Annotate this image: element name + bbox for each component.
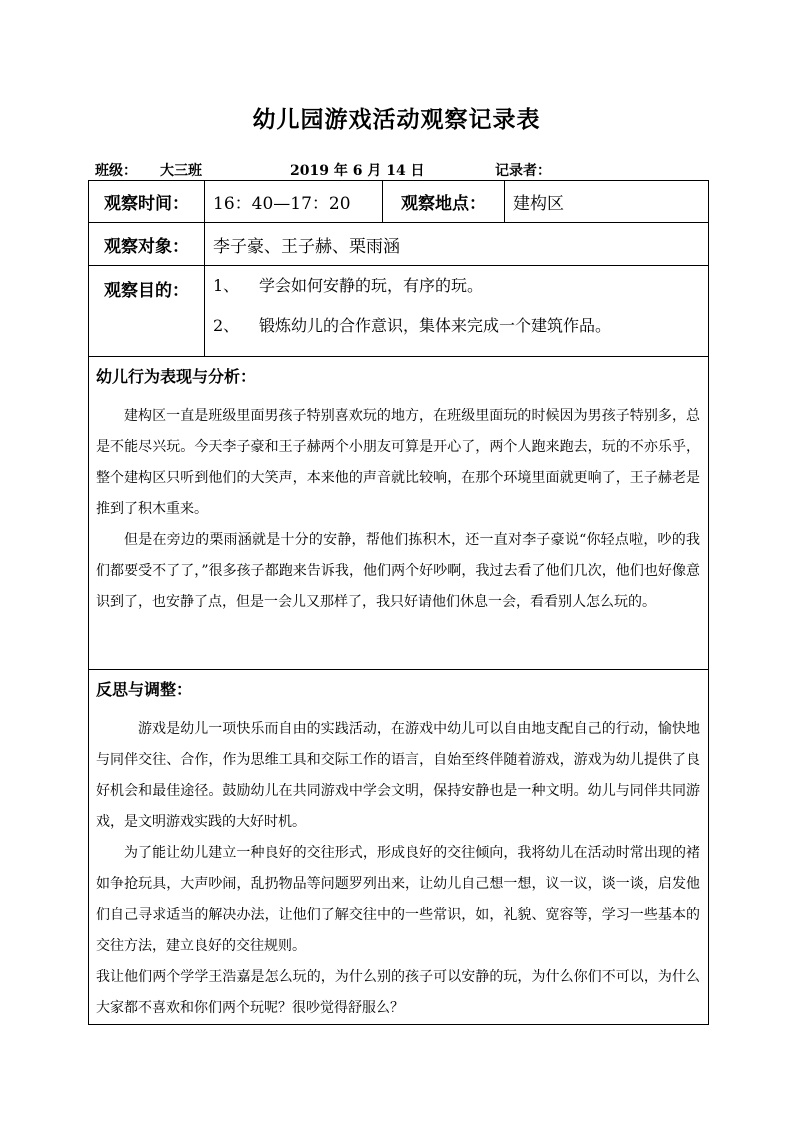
reflection-paragraph: 游戏是幼儿一项快乐而自由的实践活动，在游戏中幼儿可以自由地支配自己的行动，愉快地与同伴交往、合作，作为思维工具和交际工作的语言，自始至终伴随着游戏，游戏为幼儿提供了良好机会和最佳途径。鼓励幼儿在共同游戏中学会文明，保持安静也是一种文明。幼儿与同伴共同游戏，是文明游戏实践的大好时机。 [96,721,700,830]
class-label: 班级： [95,163,137,179]
reflection-heading: 反思与调整： [96,680,193,699]
time-value: 16：40—17：20 [205,181,383,223]
time-label: 观察时间： [89,181,205,223]
reflection-cell [89,670,709,1025]
purpose-text: 学会如何安静的玩，有序的玩。 [259,276,484,295]
subject-value: 李子豪、王子赫、栗雨涵 [205,223,709,266]
place-label: 观察地点： [383,181,505,223]
record-date: 2019 年 6 月 14 日 [290,163,425,179]
purpose-number: 1、 [213,276,240,295]
behavior-paragraph: 但是在旁边的栗雨涵就是十分的安静，帮他们拣积木，还一直对李子豪说“你轻点啦，吵的我们都要受不了了，”很多孩子都跑来告诉我，他们两个好吵啊，我过去看了他们几次，他们也好像意识到了，也安静了点，但是一会儿又那样了，我只好请他们休息一会，看看别人怎么玩的。 [96,532,700,610]
reflection-paragraph: 为了能让幼儿建立一种良好的交往形式，形成良好的交往倾向，我将幼儿在活动时常出现的褚如争抢玩具，大声吵闹，乱扔物品等问题罗列出来，让幼儿自己想一想，议一议，谈一谈，启发他们自己寻求适当的解决办法，让他们了解交往中的一些常识，如，礼貌、宽容等，学习一些基本的交往方法，建立良好的交往规则。 [96,845,700,954]
purpose-row [89,266,709,357]
form-meta-row [95,160,715,180]
purpose-list [205,266,709,357]
reflection-paragraph: 我让他们两个学学王浩嘉是怎么玩的，为什么别的孩子可以安静的玩，为什么你们不可以，为什么大家都不喜欢和你们两个玩呢？很吵觉得舒服么？ [96,969,700,1016]
reflection-section [89,670,709,1025]
subject-row [89,223,709,266]
recorder-label: 记录者： [495,163,551,179]
behavior-cell [89,357,709,670]
subject-label: 观察对象： [89,223,205,266]
observation-table [88,180,709,1025]
behavior-paragraph: 建构区一直是班级里面男孩子特别喜欢玩的地方，在班级里面玩的时候因为男孩子特别多，总是不能尽兴玩。今天李子豪和王子赫两个小朋友可算是开心了，两个人跑来跑去，玩的不亦乐乎，整个建构区只听到他们的大笑声，本来他的声音就比较响，在那个环境里面就更响了，王子赫老是推到了积木重来。 [96,408,700,517]
purpose-text: 锻炼幼儿的合作意识，集体来完成一个建筑作品。 [259,316,612,335]
purpose-number: 2、 [213,316,240,335]
purpose-label: 观察目的： [89,266,205,357]
place-value: 建构区 [505,181,709,223]
purpose-item [213,316,708,356]
behavior-heading: 幼儿行为表现与分析： [96,367,257,386]
purpose-item [213,276,708,316]
class-value: 大三班 [160,163,202,179]
page-title: 幼儿园游戏活动观察记录表 [252,106,541,133]
behavior-section [89,357,709,670]
time-place-row [89,181,709,223]
